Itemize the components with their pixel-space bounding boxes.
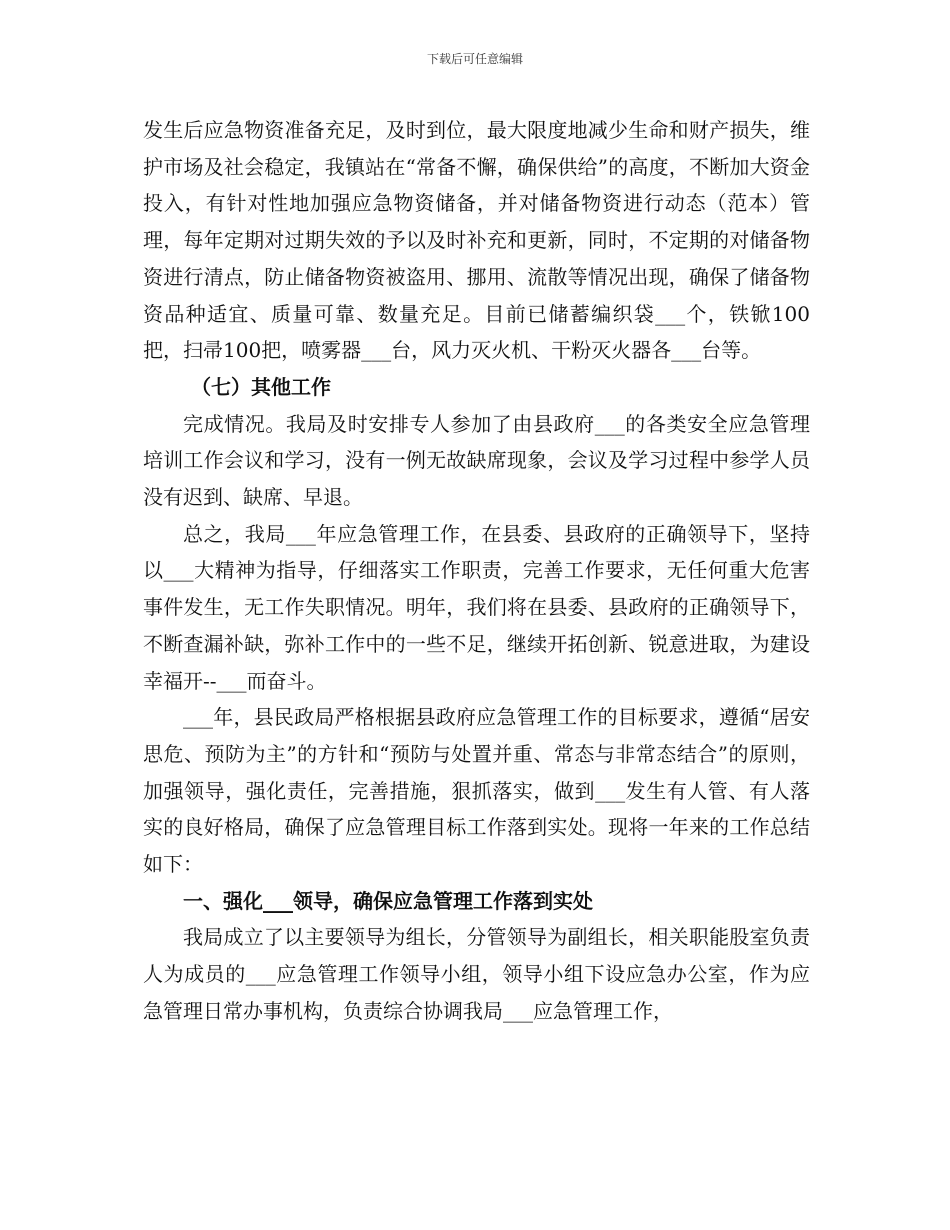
paragraph-completion-status: 完成情况。我局及时安排专人参加了由县政府___的各类安全应急管理培训工作会议和学习，没有一例无故缺席现象，会议及学习过程中参学人员没有迟到、缺席、早退。 [143,411,810,510]
paragraph-emergency-supplies: 发生后应急物资准备充足，及时到位，最大限度地减少生命和财产损失，维护市场及社会稳定，我镇站在“常备不懈，确保供给”的高度，不断加大资金投入，有针对性地加强应急物资储备，并对储备物资进行动态（范本）管理，每年定期对过期失效的予以及时补充和更新，同时，不定期的对储备物资进行清点，防止储备物资被盗用、挪用、流散等情况出现，确保了储备物资品种适宜、质量可靠、数量充足。目前已储蓄编织袋___个，铁锨100把，扫帚100把，喷雾器___台，风力灭火机、干粉灭火器各___台等。 [143,118,810,363]
section-heading-other-work: （七）其他工作 [191,374,331,399]
paragraph-leadership-group: 我局成立了以主要领导为组长，分管领导为副组长，相关职能股室负责人为成员的___应急管理工作领导小组，领导小组下设应急办公室，作为应急管理日常办事机构，负责综合协调我局___应急管理工作， [143,925,810,1023]
page-header: 下载后可任意编辑 [426,52,523,66]
document-body [143,112,810,1030]
paragraph-civil-affairs-intro: ___年，县民政局严格根据县政府应急管理工作的目标要求，遵循“居安思危、预防为主”的方针和“预防与处置并重、常态与非常态结合”的原则，加强领导，强化责任，完善措施，狠抓落实，做到___发生有人管、有人落实的良好格局，确保了应急管理目标工作落到实处。现将一年来的工作总结如下： [143,705,810,877]
paragraph-summary: 总之，我局___年应急管理工作，在县委、县政府的正确领导下，坚持以___大精神为指导，仔细落实工作职责，完善工作要求，无任何重大危害事件发生，无工作失职情况。明年，我们将在县委、县政府的正确领导下，不断查漏补缺，弥补工作中的一些不足，继续开拓创新、锐意进取，为建设幸福开--___而奋斗。 [143,521,810,693]
section-heading-strengthen-leadership: 一、强化___领导，确保应急管理工作落到实处 [183,888,593,913]
